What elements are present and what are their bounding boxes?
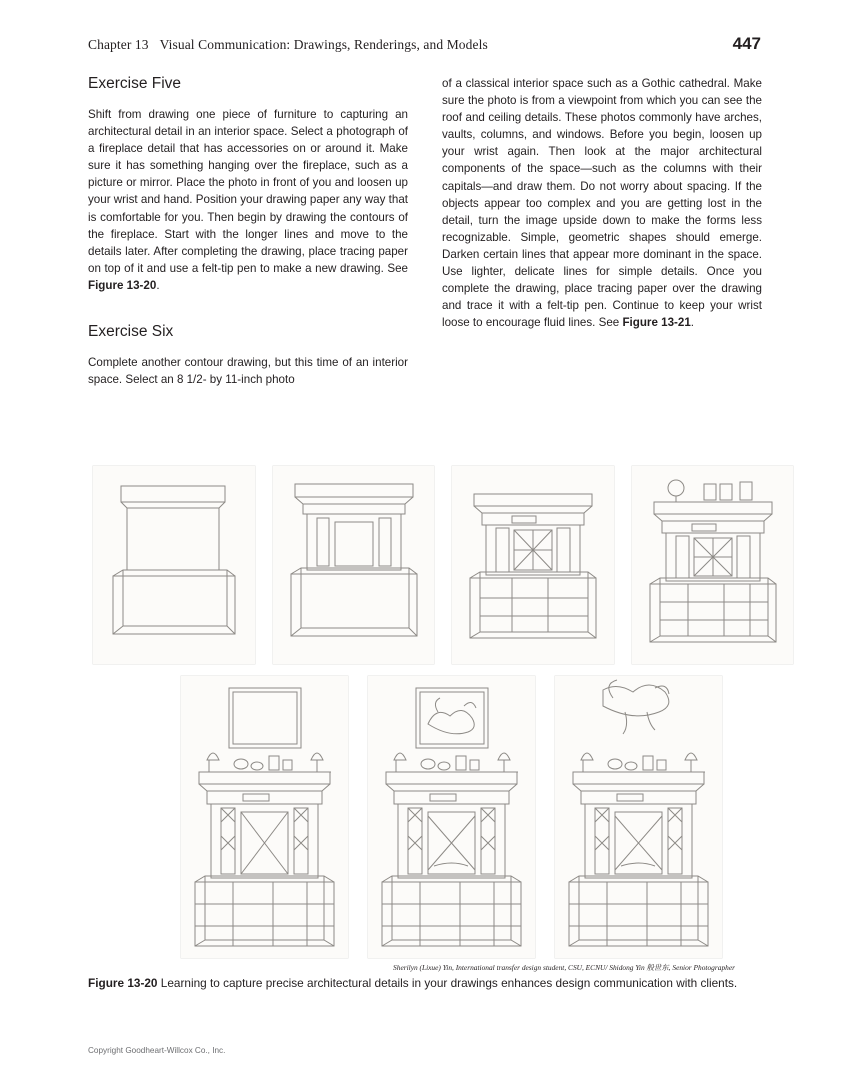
chapter-title: Visual Communication: Drawings, Renderings, and Models [159, 37, 488, 52]
figure-caption-text: Learning to capture precise architectural details in your drawings enhances design communication with clients. [157, 976, 738, 990]
drawing-step-7 [555, 676, 722, 958]
copyright-notice: Copyright Goodheart-Willcox Co., Inc. [88, 1046, 226, 1055]
figure-photo-1 [93, 466, 255, 664]
exercise-five-paragraph [88, 106, 408, 294]
drawing-step-5 [181, 676, 348, 958]
right-column-paragraph [442, 75, 762, 331]
figure-caption-label: Figure 13-20 [88, 976, 158, 990]
exercise-six-paragraph: Complete another contour drawing, but this time of an interior space. Select an 8 1/2- by 11-inch photo [88, 356, 408, 387]
exercise-five-heading: Exercise Five [88, 75, 182, 92]
figure-photo-6 [368, 676, 535, 958]
figure-photo-2 [273, 466, 435, 664]
figure-13-20 [88, 466, 793, 972]
right-column-text-2: . [690, 316, 695, 330]
figure-credit: Sherilyn (Lixue) Yin, International transfer design student, CSU, ECNU/ Shidong Yin 般世东, Senior Photographer [393, 963, 735, 972]
exercise-five-figure-ref: Figure 13-20 [88, 278, 157, 292]
drawing-step-2 [273, 466, 435, 664]
drawing-step-6 [368, 676, 535, 958]
running-head [88, 34, 761, 54]
figure-photo-3 [452, 466, 614, 664]
drawing-step-4 [632, 466, 794, 664]
right-column [442, 75, 762, 388]
figure-row-top [88, 466, 793, 664]
exercise-five-text-1: Shift from drawing one piece of furniture to capturing an architectural detail in an interior space. Select a photograph of a fireplace detail that has accessories on or around it. Make sure it has something hanging over the fireplace, such as a picture or mirror. Place the photo in front of you and loosen up your wrist and hand. Position your drawing paper any way that is comfortable for you. Then begin by drawing the contours of the fireplace. Start with the longer lines and move to the details later. After completing the drawing, place tracing paper on top of it and use a felt-tip pen to make a new drawing. See [88, 108, 408, 275]
left-column [88, 75, 408, 388]
running-head-left [88, 37, 488, 53]
right-column-text-1: of a classical interior space such as a Gothic cathedral. Make sure the photo is from a viewpoint from which you can see the roof and ceiling details. These photos commonly have arches, vaults, columns, and windows. Before you begin, loosen up your wrist again. Then look at the major architectural components of the space—such as the columns with their capitals—and draw them. Do not worry about spacing. If the objects appear too complex and you are getting lost in the detail, turn the image upside down to make the forms less recognizable. Simple, geometric shapes should emerge. Darken certain lines that appear more dominant in the space. Use lighter, delicate lines for simple details. Once you complete the drawing, place tracing paper over the drawing and trace it with a felt-tip pen. Continue to keep your wrist loose to encourage fluid lines. See [442, 77, 762, 330]
drawing-step-1 [93, 466, 255, 664]
figure-photo-7 [555, 676, 722, 958]
figure-photo-5 [181, 676, 348, 958]
body-columns [88, 75, 762, 388]
figure-photo-4 [632, 466, 794, 664]
exercise-five-text-2: . [156, 278, 160, 292]
right-column-figure-ref: Figure 13-21 [622, 316, 691, 330]
chapter-number: Chapter 13 [88, 37, 149, 52]
figure-caption [88, 975, 788, 992]
page-number: 447 [732, 34, 761, 53]
drawing-step-3 [452, 466, 614, 664]
figure-row-bottom [88, 676, 793, 958]
exercise-six-heading: Exercise Six [88, 323, 174, 341]
